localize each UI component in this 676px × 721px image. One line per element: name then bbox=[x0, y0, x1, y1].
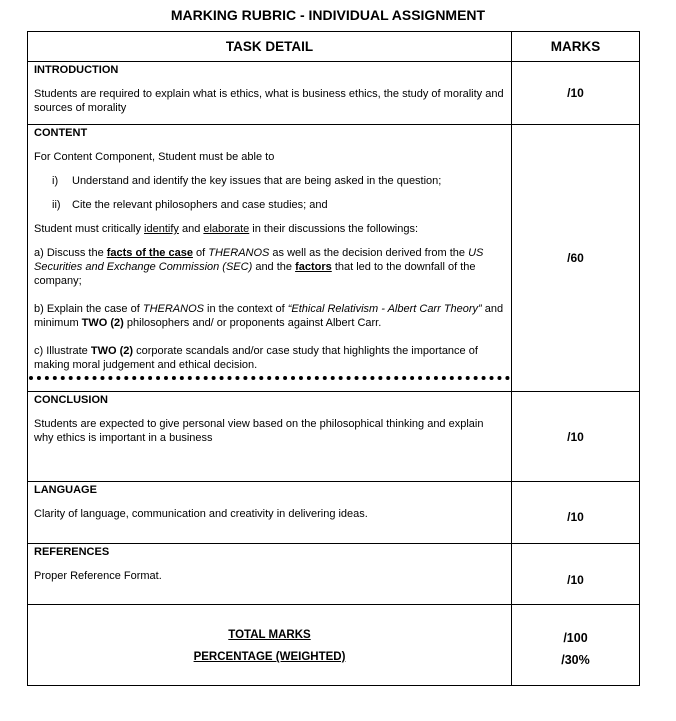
list-item-text: Cite the relevant philosophers and case studies; and bbox=[72, 199, 328, 211]
total-marks-label: TOTAL MARKS bbox=[228, 629, 311, 641]
references-text: Proper Reference Format. bbox=[34, 570, 162, 582]
marks-header: MARKS bbox=[512, 32, 640, 62]
list-item bbox=[52, 198, 511, 212]
critical-instruction: Student must critically identify and elaborate in their discussions the followings: bbox=[34, 223, 418, 235]
content-intro: For Content Component, Student must be able to bbox=[34, 151, 275, 163]
list-item-number: ii) bbox=[52, 199, 61, 211]
content-item-b: b) Explain the case of THERANOS in the context of “Ethical Relativism - Albert Carr Theory” and minimum TWO (2) philosophers and/ or proponents against Albert Carr. bbox=[34, 303, 504, 329]
references-mark: /10 bbox=[512, 544, 640, 605]
introduction-text: Students are required to explain what is ethics, what is business ethics, the study of morality and sources of morality bbox=[34, 88, 504, 114]
content-item-a: a) Discuss the facts of the case of THERANOS as well as the decision derived from the US Securities and Exchange Commission (SEC) and the factors that led to the downfall of the company; bbox=[34, 247, 484, 287]
introduction-title: INTRODUCTION bbox=[34, 64, 119, 76]
conclusion-text: Students are expected to give personal view based on the philosophical thinking and explain why ethics is important in a business bbox=[34, 418, 484, 444]
percentage-value: /30% bbox=[561, 653, 590, 667]
totals-row bbox=[28, 605, 640, 686]
list-item bbox=[52, 174, 511, 188]
language-mark: /10 bbox=[512, 482, 640, 544]
introduction-row bbox=[28, 62, 640, 125]
page-title: MARKING RUBRIC - INDIVIDUAL ASSIGNMENT bbox=[170, 7, 486, 23]
content-title: CONTENT bbox=[34, 127, 88, 139]
dotted-divider bbox=[29, 376, 510, 380]
list-item-text: Understand and identify the key issues that are being asked in the question; bbox=[72, 175, 442, 187]
table-header-row bbox=[28, 32, 640, 62]
rubric-table bbox=[27, 31, 640, 686]
conclusion-mark: /10 bbox=[512, 392, 640, 482]
references-title: REFERENCES bbox=[34, 546, 110, 558]
list-item-number: i) bbox=[52, 175, 59, 187]
conclusion-title: CONCLUSION bbox=[34, 394, 108, 406]
facts-of-case: facts of the case bbox=[106, 247, 193, 259]
content-item-c: c) Illustrate TWO (2) corporate scandals and/or case study that highlights the importance of making moral judgement and ethical decision. bbox=[34, 345, 478, 371]
elaborate-word: elaborate bbox=[203, 223, 250, 235]
conclusion-row bbox=[28, 392, 640, 482]
percentage-label: PERCENTAGE (WEIGHTED) bbox=[193, 651, 346, 663]
language-text: Clarity of language, communication and creativity in delivering ideas. bbox=[34, 508, 368, 520]
identify-word: identify bbox=[144, 223, 179, 235]
references-row bbox=[28, 544, 640, 605]
task-detail-header: TASK DETAIL bbox=[28, 32, 512, 62]
factors-word: factors bbox=[295, 261, 332, 273]
language-title: LANGUAGE bbox=[34, 484, 97, 496]
content-row bbox=[28, 125, 640, 392]
content-mark: /60 bbox=[512, 125, 640, 392]
total-marks-value: /100 bbox=[563, 631, 588, 645]
language-row bbox=[28, 482, 640, 544]
introduction-mark: /10 bbox=[512, 62, 640, 125]
